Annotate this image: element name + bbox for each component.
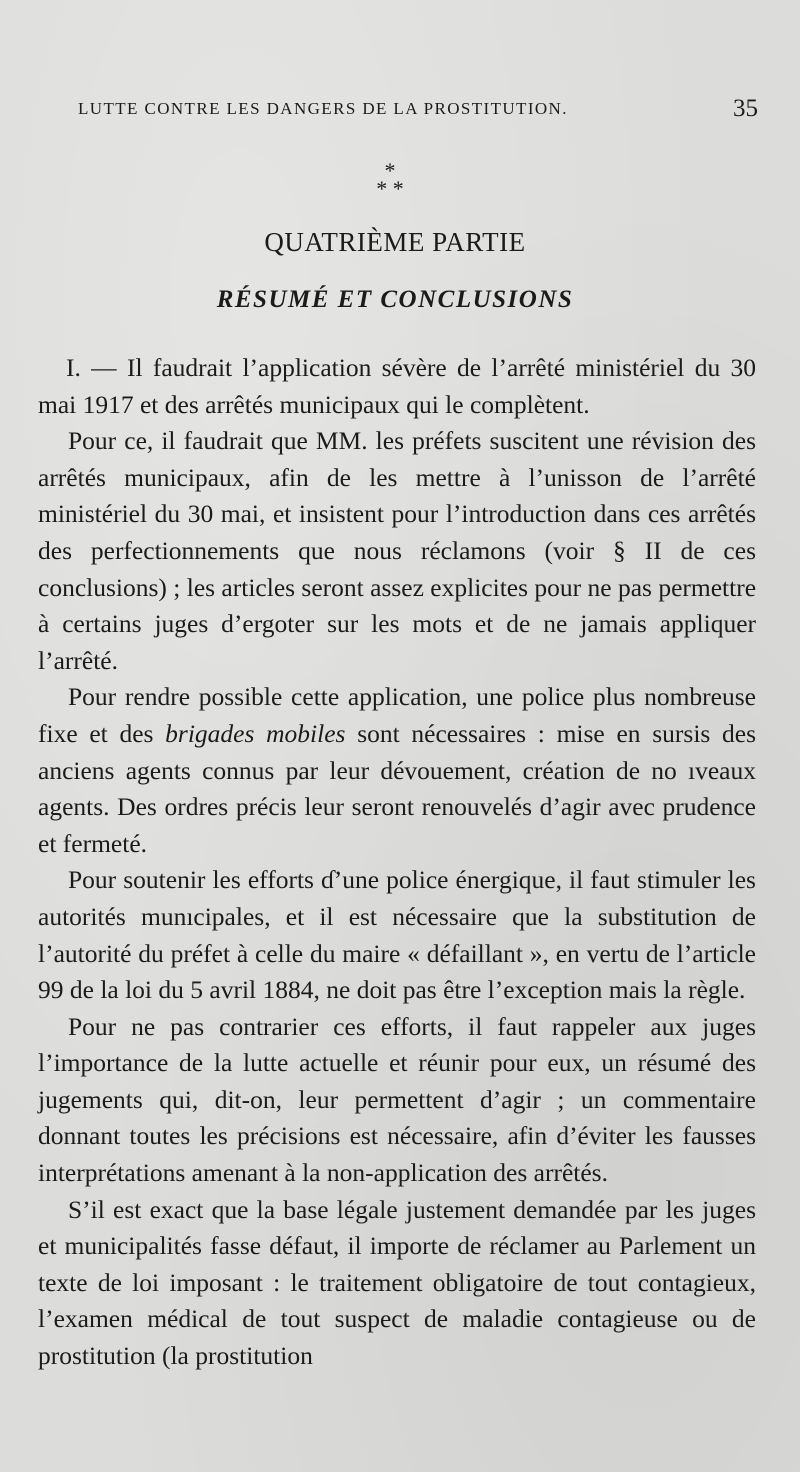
page-number: 35 — [733, 95, 758, 122]
asterism — [350, 158, 430, 212]
paragraph-3-start: Pour rendre possible cette application, une police plus nombreuse fixe et des — [38, 682, 756, 748]
paragraph-5: Pour ne pas contrarier ces efforts, il faut rappeler aux juges l’importance de la lutte actuelle et réunir pour eux, un résumé des jugements qui, dit-on, leur permettent d’agir ; un commentaire donnant toutes les précisions est nécessaire, afin d’éviter les fausses interprétations amenant à la non-application des arrêtés. — [38, 1011, 756, 1188]
paragraph-3-emphasis: brigades mobiles — [165, 718, 346, 748]
running-head-title: LUTTE CONTRE LES DANGERS DE LA PROSTITUTION. — [78, 99, 568, 118]
paragraph-1: I. — Il faudrait l’application sévère de l’arrêté ministériel du 30 mai 1917 et des arrêtés municipaux qui le complètent. — [38, 353, 756, 419]
asterism-bottom: * * — [376, 176, 404, 201]
paragraph-3-end: sont nécessaires : mise en sursis des anciens agents connus par leur dévouement, création de no ıveaux agents. Des ordres précis leur seront renouvelés d’agir avec prudence et fermeté. — [38, 718, 757, 858]
paragraph-3 — [38, 679, 756, 862]
running-head — [78, 92, 758, 126]
paragraph-2: Pour ce, il faudrait que MM. les préfets suscitent une révision des arrêtés municipaux, afin de les mettre à l’unisson de l’arrêté ministériel du 30 mai, et insistent pour l’introduction dans ces arrêtés des perfectionnements que nous réclamons (voir § II de ces conclusions) ; les articles seront assez explicites pour ne pas permettre à certains juges d’ergoter sur les mots et de ne jamais appliquer l’arrêté. — [38, 426, 757, 675]
asterism-top: * — [384, 158, 396, 183]
section-title: RÉSUMÉ ET CONCLUSIONS — [216, 286, 574, 313]
part-title: QUATRIÈME PARTIE — [264, 227, 526, 257]
body-text — [38, 350, 756, 1375]
paragraph-4: Pour soutenir les efforts ɗ’une police énergique, il faut stimuler les autorités munıcipales, et il est nécessaire que la substitution de l’autorité du préfet à celle du maire « défaillant », en vertu de l’article 99 de la loi du 5 avril 1884, ne doit pas être l’exception mais la règle. — [38, 865, 756, 1005]
paragraph-6: S’il est exact que la base légale justement demandée par les juges et municipalités fasse défaut, il importe de réclamer au Parlement un texte de loi imposant : le traitement obligatoire de tout contagieux, l’examen médical de tout suspect de maladie contagieuse ou de prostitution (la prostitution — [38, 1194, 756, 1371]
